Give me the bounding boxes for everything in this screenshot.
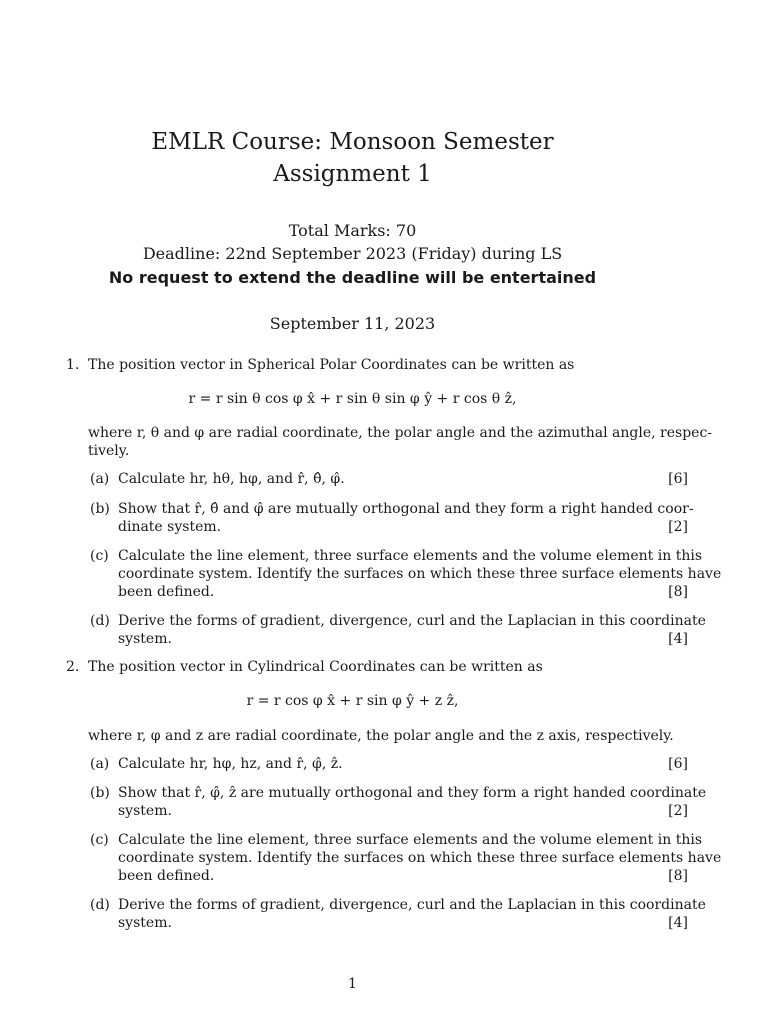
part-text-line: coordinate system. Identify the surfaces on which these three surface elements have bbox=[118, 566, 722, 582]
part-marks: [4] bbox=[668, 915, 688, 931]
question-1-intro: The position vector in Spherical Polar Coordinates can be written as bbox=[88, 357, 575, 373]
question-2-where-line1: where r, φ and z are radial coordinate, the polar angle and the z axis, respectively. bbox=[88, 728, 674, 744]
part-text-line: been defined. bbox=[118, 868, 215, 884]
part-marks: [2] bbox=[668, 803, 688, 819]
deadline: Deadline: 22nd September 2023 (Friday) during LS bbox=[142, 244, 563, 263]
question-1-number: 1. bbox=[66, 357, 80, 373]
part-text-line: coordinate system. Identify the surfaces on which these three surface elements have bbox=[118, 850, 722, 866]
document-subtitle: Assignment 1 bbox=[273, 161, 432, 187]
part-text bbox=[118, 470, 658, 488]
part-text-line: Calculate hr, hφ, hz, and r̂, φ̂, ẑ. bbox=[118, 756, 343, 772]
part-label: (d) bbox=[90, 613, 110, 629]
part-text bbox=[118, 831, 722, 885]
part-text-line: Derive the forms of gradient, divergence, curl and the Laplacian in this coordinate bbox=[118, 613, 706, 629]
part-text-line: Show that r̂, θ̂ and φ̂ are mutually orthogonal and they form a right handed coor- bbox=[118, 501, 694, 517]
part-text bbox=[118, 755, 658, 773]
deadline-warning: No request to extend the deadline will be entertained bbox=[108, 268, 597, 287]
part-text-line: system. bbox=[118, 915, 172, 931]
part-text bbox=[118, 784, 707, 820]
part-text-line: Calculate hr, hθ, hφ, and r̂, θ̂, φ̂. bbox=[118, 471, 345, 487]
part-text-line: dinate system. bbox=[118, 519, 222, 535]
part-label: (c) bbox=[90, 548, 109, 564]
part-marks: [2] bbox=[668, 519, 688, 535]
part-label: (a) bbox=[90, 471, 110, 487]
part-marks: [8] bbox=[668, 584, 688, 600]
part-marks: [6] bbox=[668, 756, 688, 772]
part-text-line: Calculate the line element, three surface elements and the volume element in this bbox=[118, 832, 703, 848]
question-1-where-line2: tively. bbox=[88, 443, 130, 459]
part-label: (b) bbox=[90, 501, 110, 517]
part-text bbox=[118, 500, 694, 536]
part-text-line: system. bbox=[118, 631, 172, 647]
page-number: 1 bbox=[348, 976, 357, 992]
part-marks: [6] bbox=[668, 471, 688, 487]
part-text bbox=[118, 547, 722, 601]
part-label: (a) bbox=[90, 756, 110, 772]
part-marks: [8] bbox=[668, 868, 688, 884]
part-label: (c) bbox=[90, 832, 109, 848]
question-2-intro: The position vector in Cylindrical Coordinates can be written as bbox=[88, 659, 543, 675]
question-1-where-line1: where r, θ and φ are radial coordinate, the polar angle and the azimuthal angle, respec- bbox=[88, 425, 713, 441]
document-title: EMLR Course: Monsoon Semester bbox=[151, 129, 554, 155]
question-2-number: 2. bbox=[66, 659, 80, 675]
question-2-equation: r = r cos φ x̂ + r sin φ ŷ + z ẑ, bbox=[246, 693, 459, 709]
part-text bbox=[118, 612, 706, 648]
question-1-equation: r = r sin θ cos φ x̂ + r sin θ sin φ ŷ + r cos θ ẑ, bbox=[188, 391, 517, 407]
part-text-line: been defined. bbox=[118, 584, 215, 600]
part-text-line: Show that r̂, φ̂, ẑ are mutually orthogonal and they form a right handed coordinate bbox=[118, 785, 707, 801]
part-text bbox=[118, 896, 706, 932]
part-marks: [4] bbox=[668, 631, 688, 647]
total-marks: Total Marks: 70 bbox=[288, 221, 417, 240]
part-text-line: Derive the forms of gradient, divergence, curl and the Laplacian in this coordinate bbox=[118, 897, 706, 913]
document-date: September 11, 2023 bbox=[269, 314, 436, 333]
part-text-line: system. bbox=[118, 803, 172, 819]
part-label: (b) bbox=[90, 785, 110, 801]
part-text-line: Calculate the line element, three surface elements and the volume element in this bbox=[118, 548, 703, 564]
part-label: (d) bbox=[90, 897, 110, 913]
